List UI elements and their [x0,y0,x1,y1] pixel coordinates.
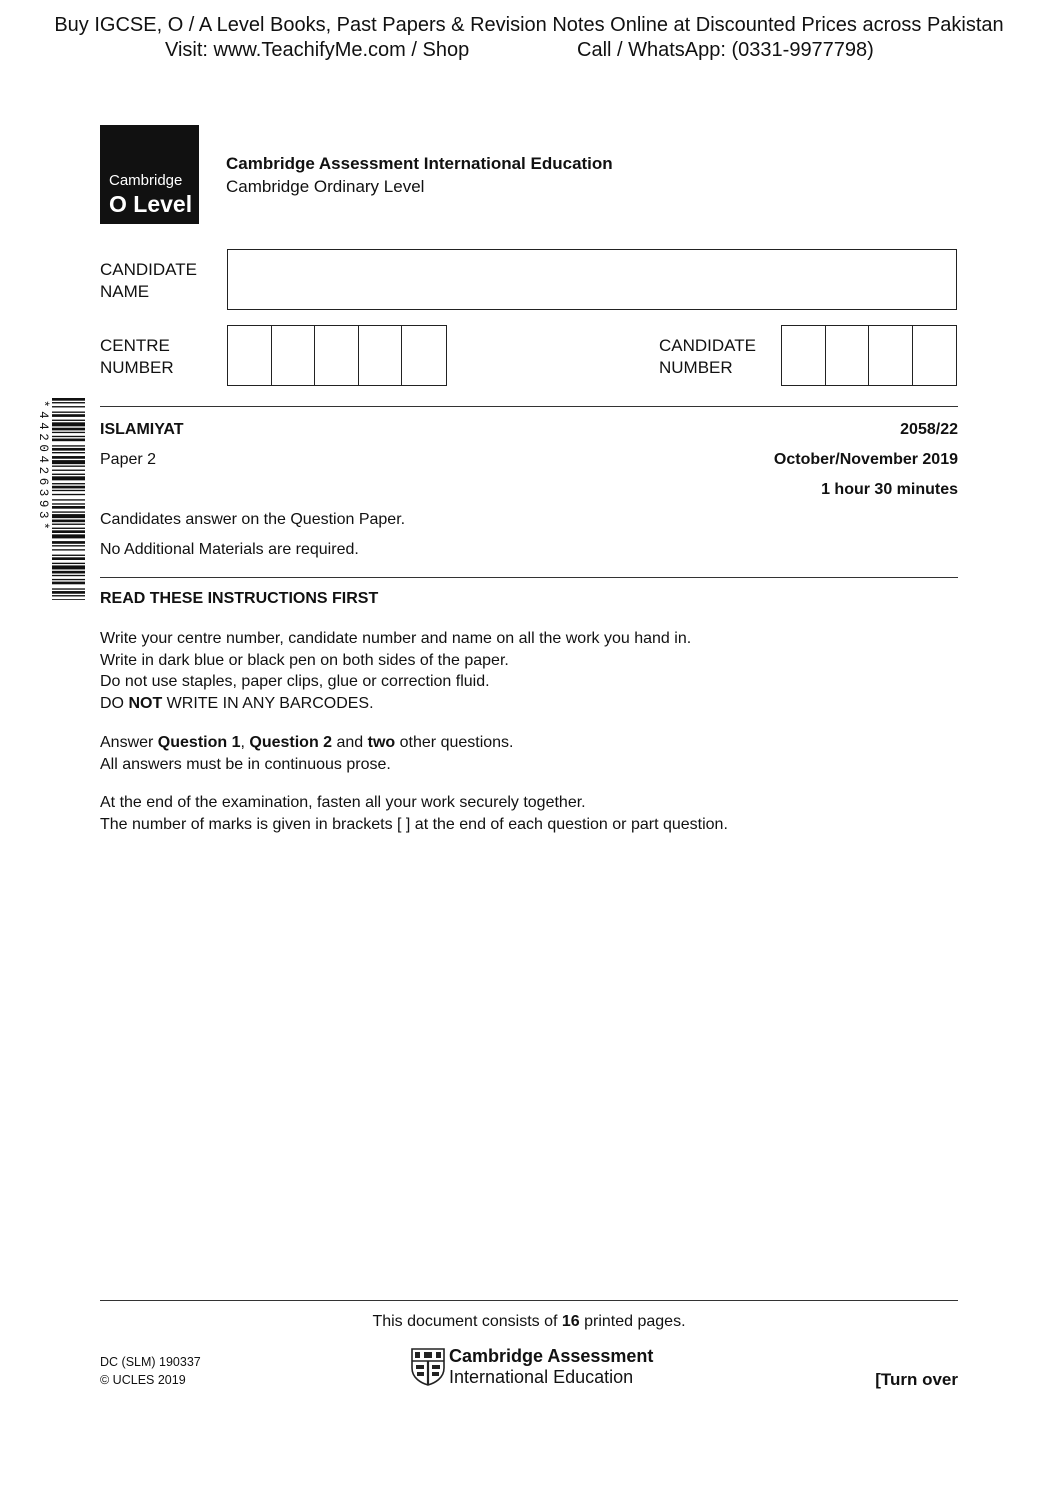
instruction-line: Write your centre number, candidate number and name on all the work you hand in. [100,630,692,647]
candidate-number-cell[interactable] [869,326,913,385]
barcode-bar [52,428,85,431]
text-span: This document consists of [372,1313,562,1330]
org-name: Cambridge Assessment International Education [226,154,613,173]
instruction-line: At the end of the examination, fasten all your work securely together. [100,794,586,811]
barcode-bar [52,557,85,560]
candidate-barcode [34,398,86,600]
barcode-bar [52,582,85,585]
advert-visit: Visit: www.TeachifyMe.com / Shop [165,39,470,61]
centre-number-cell[interactable] [315,326,359,385]
barcode-bar [52,402,85,403]
candidate-number-cell[interactable] [782,326,826,385]
candidate-name-field[interactable] [227,249,957,310]
instruction-line [100,693,691,715]
cambridge-assessment-line-1: Cambridge Assessment [449,1346,654,1366]
barcode-bar [52,448,85,451]
centre-number-label-line2: NUMBER [100,358,174,377]
emphasis-not: NOT [128,694,163,712]
barcode-bar [52,439,85,442]
barcode-bar [52,503,85,504]
barcode-bar [52,571,85,574]
text-span: printed pages. [579,1313,686,1330]
barcode-bar [52,422,85,426]
barcode-bar [52,514,85,518]
barcode-bar [52,466,85,467]
logo-line-2: O Level [109,191,193,217]
barcode-bar [52,499,85,500]
candidate-number-label-line1: CANDIDATE [659,336,756,355]
barcode-bar [52,549,85,550]
barcode-bar [52,406,85,407]
text-span: Answer [100,734,158,751]
barcode-bar [52,432,85,433]
instructions-paragraph-1 [100,628,691,714]
page-count: 16 [561,1313,580,1330]
barcode-bar [52,476,85,480]
centre-number-cell[interactable] [402,326,446,385]
barcode-bar [52,460,85,464]
exam-duration: 1 hour 30 minutes [821,481,958,498]
turn-over-note: [Turn over [875,1370,958,1389]
copyright: © UCLES 2019 [100,1373,186,1387]
candidate-number-field[interactable] [781,325,957,386]
exam-session: October/November 2019 [773,451,958,468]
instructions-heading: READ THESE INSTRUCTIONS FIRST [100,590,379,607]
barcode-bar [52,445,85,446]
instructions-paragraph-3 [100,792,728,835]
cambridge-crest-icon [411,1348,445,1386]
text-span: , [240,734,250,751]
barcode-bar [52,555,85,556]
emphasis-two: two [367,734,396,751]
centre-number-cell[interactable] [272,326,316,385]
emphasis-question-2: Question 2 [249,734,333,751]
logo-line-1: Cambridge [109,172,183,189]
divider-middle [100,577,958,578]
document-code: DC (SLM) 190337 [100,1355,201,1369]
barcode-bar [52,534,85,538]
barcode-bar [52,520,85,523]
advert-line-1: Buy IGCSE, O / A Level Books, Past Papers & Revision Notes Online at Discounted Prices across Pakistan [54,14,1004,36]
barcode-bar [52,490,85,491]
centre-number-cell[interactable] [359,326,403,385]
candidate-number-label [659,335,756,379]
paper-number: Paper 2 [100,451,157,468]
barcode-bar [52,456,85,459]
barcode-bar [52,414,85,417]
materials-note: No Additional Materials are required. [100,541,359,558]
barcode-bar [52,470,85,471]
barcode-bar [52,541,85,544]
barcode-bar [52,398,85,401]
barcode-bar [52,452,85,453]
instruction-line: The number of marks is given in brackets [ ] at the end of each question or part question. [100,815,728,833]
instructions-paragraph-2 [100,732,514,775]
barcode-bar [52,591,85,594]
barcode-bar [52,599,85,600]
barcode-bar [52,575,85,576]
barcode-bar [52,474,85,475]
cambridge-o-level-logo [100,125,199,224]
candidate-name-label-line2: NAME [100,282,150,301]
instruction-line: Do not use staples, paper clips, glue or correction fluid. [100,673,490,690]
barcode-bar [52,506,85,509]
text-span: and [332,734,368,751]
page-count-note [0,1313,1058,1331]
centre-number-cell[interactable] [228,326,272,385]
barcode-bar [52,579,85,580]
candidate-number-cell[interactable] [913,326,956,385]
barcode-bar [52,511,85,512]
syllabus-code: 2058/22 [900,421,958,438]
barcode-bar [52,528,85,529]
divider-top [100,406,958,407]
barcode-bar [52,530,85,533]
barcode-bar [52,563,85,564]
text-span: DO [100,694,129,712]
org-level: Cambridge Ordinary Level [226,177,425,196]
barcode-bar [52,588,85,589]
barcode-digits: *4420426393* [36,400,50,534]
candidate-name-label-line1: CANDIDATE [100,260,197,279]
divider-footer [100,1300,958,1301]
subject-title: ISLAMIYAT [100,421,184,438]
candidate-number-cell[interactable] [826,326,870,385]
barcode-bar [52,420,85,421]
candidate-name-label [100,259,197,303]
barcode-bar [52,595,85,596]
centre-number-label [100,335,174,379]
barcode-bar [52,483,85,484]
barcode-bar [52,524,85,525]
barcode-bar [52,412,85,413]
centre-number-label-line1: CENTRE [100,336,170,355]
barcode-bar [52,494,85,495]
text-span: WRITE IN ANY BARCODES. [162,694,374,712]
barcode-bar [52,436,85,437]
instruction-line: Write in dark blue or black pen on both sides of the paper. [100,651,509,669]
answer-on-note: Candidates answer on the Question Paper. [100,511,406,528]
emphasis-question-1: Question 1 [157,734,241,751]
barcode-bar [52,486,85,489]
advert-call: Call / WhatsApp: (0331-9977798) [577,39,874,61]
text-span: other questions. [395,734,514,751]
barcode-bar [52,565,85,569]
cambridge-assessment-line-2: International Education [449,1367,634,1387]
barcode-bar [52,545,85,546]
instruction-line [100,732,514,754]
instruction-line: All answers must be in continuous prose. [100,755,391,773]
candidate-number-label-line2: NUMBER [659,358,733,377]
centre-number-field[interactable] [227,325,447,386]
